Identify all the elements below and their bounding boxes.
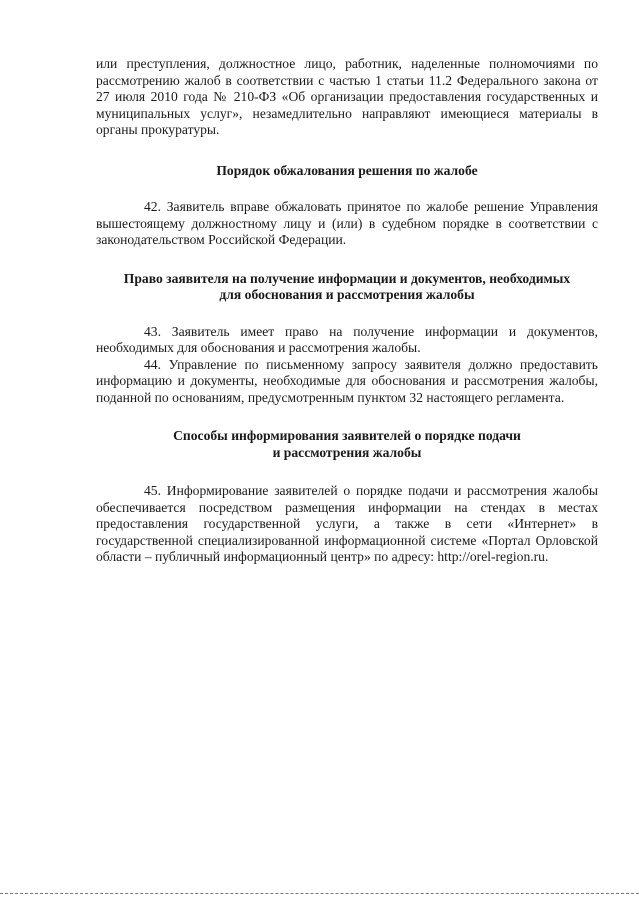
paragraph-45: 45. Информирование заявителей о порядке подачи и рассмотрения жалобы обеспечивается посредством размещения информации на стендах в местах предоставления государственной услуги, а также в сети «Интернет» в государственной специализированной информационной системе «Портал Орловской области – публичный информационный центр» по адресу: http://orel-region.ru. — [96, 483, 598, 564]
spacer — [96, 304, 598, 324]
heading-applicant-rights — [96, 271, 598, 304]
heading-appeal-procedure: Порядок обжалования решения по жалобе — [216, 162, 478, 178]
heading-applicant-rights-line-2: для обоснования и рассмотрения жалобы — [219, 287, 475, 302]
heading-informing-methods — [96, 428, 598, 461]
heading-informing-methods-line-1: Способы информирования заявителей о порядке подачи — [173, 428, 521, 443]
spacer — [96, 406, 598, 428]
document-page — [96, 56, 598, 566]
heading-applicant-rights-line-1: Право заявителя на получение информации и документов, необходимых — [123, 270, 571, 286]
paragraph-42: 42. Заявитель вправе обжаловать принятое по жалобе решение Управления вышестоящему должностному лицу и (или) в судебном порядке в соответствии с законодательством Российской Федерации. — [96, 199, 598, 247]
heading-informing-methods-line-2: и рассмотрения жалобы — [272, 444, 422, 460]
spacer — [96, 179, 598, 199]
spacer — [96, 461, 598, 483]
paragraph-43: 43. Заявитель имеет право на получение информации и документов, необходимых для обоснования и рассмотрения жалобы. — [96, 323, 598, 355]
page-bottom-divider — [0, 893, 639, 894]
spacer — [96, 249, 598, 271]
paragraph-intro: или преступления, должностное лицо, работник, наделенные полномочиями по рассмотрению жалоб в соответствии с частью 1 статьи 11.2 Федерального закона от 27 июля 2010 года № 210-ФЗ «Об организации предоставления государственных и муниципальных услуг», незамедлительно направляют имеющиеся материалы в органы прокуратуры. — [96, 56, 598, 137]
spacer — [96, 139, 598, 163]
paragraph-44: 44. Управление по письменному запросу заявителя должно предоставить информацию и документы, необходимые для обоснования и рассмотрения жалобы, поданной по основаниям, предусмотренным пунктом 32 настоящего регламента. — [96, 356, 598, 405]
